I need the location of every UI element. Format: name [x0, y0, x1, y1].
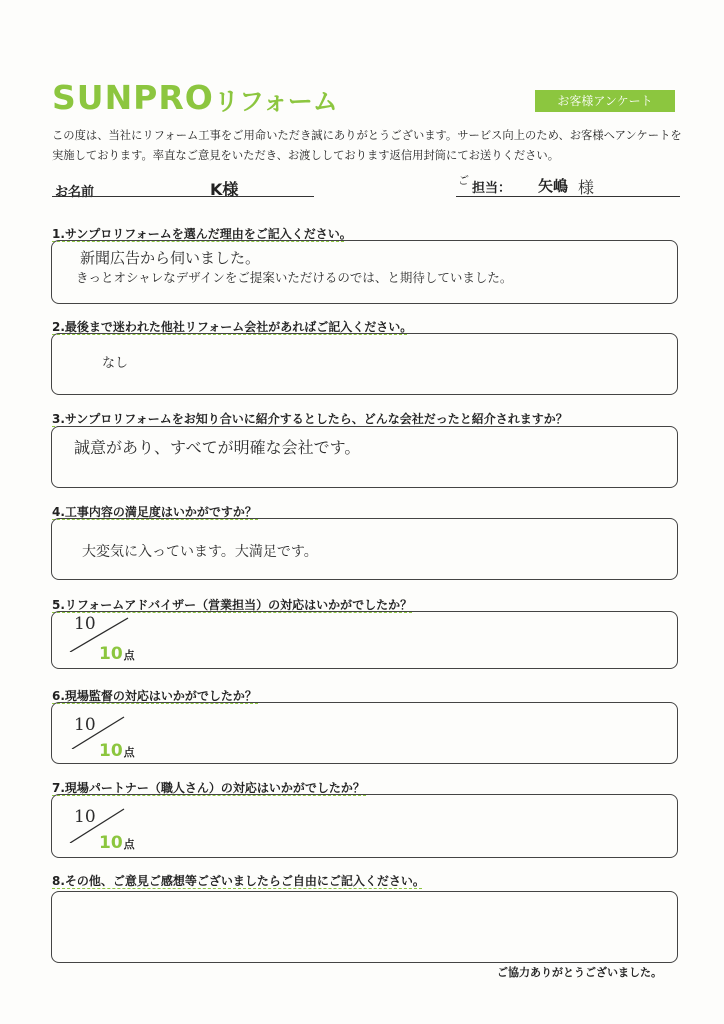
question-8-underline — [52, 888, 422, 889]
staff-label: 担当： — [472, 181, 512, 196]
question-5-unit: 点 — [123, 649, 135, 662]
brand-logo: SUNPRO — [52, 78, 214, 117]
question-4-answer-line-1: 大変気に入っています。大満足です。 — [82, 544, 318, 560]
question-6-title: 6.現場監督の対応はいかがでしたか？ — [52, 689, 257, 703]
staff-suffix: 様 — [578, 178, 595, 197]
question-4-title: 4.工事内容の満足度はいかがですか？ — [52, 505, 257, 519]
staff-honorific-mark: ご — [458, 174, 469, 187]
question-6-unit: 点 — [123, 746, 135, 759]
customer-name-value: K様 — [210, 180, 239, 199]
question-6-score — [52, 703, 182, 763]
question-5-score — [52, 612, 182, 668]
question-7-unit: 点 — [123, 838, 135, 851]
question-3-answer-box[interactable] — [51, 426, 678, 488]
question-7-max-value: 10 — [99, 833, 123, 853]
question-7-answer-box[interactable] — [51, 794, 678, 858]
question-5-answer-box[interactable] — [51, 611, 678, 669]
question-3-answer-line-1: 誠意があり、すべてが明確な会社です。 — [74, 438, 361, 457]
customer-name-label: お名前 — [55, 185, 95, 200]
question-5-max-value: 10 — [99, 644, 123, 664]
question-5-title: 5.リフォームアドバイザー（営業担当）の対応はいかがでしたか？ — [52, 598, 413, 612]
question-8-answer-box[interactable] — [51, 891, 678, 963]
question-7-score-max — [99, 833, 135, 853]
question-1-title: 1.サンプロリフォームを選んだ理由をご記入ください。 — [52, 227, 352, 241]
question-5-score-value: 10 — [74, 614, 96, 634]
question-6-answer-box[interactable] — [51, 702, 678, 764]
closing-thanks: ご協力ありがとうございました。 — [497, 966, 662, 979]
question-7-title: 7.現場パートナー（職人さん）の対応はいかがでしたか？ — [52, 781, 365, 795]
question-2-answer-line-1: なし — [102, 356, 129, 371]
question-1-answer-box[interactable] — [51, 240, 678, 304]
question-2-answer-box[interactable] — [51, 333, 678, 395]
question-6-max-value: 10 — [99, 741, 123, 761]
question-1-answer-line-1: 新聞広告から伺いました。 — [80, 249, 261, 267]
question-1-answer-line-2: きっとオシャレなデザインをご提案いただけるのでは、と期待していました。 — [76, 270, 513, 285]
staff-name-line — [456, 196, 680, 197]
staff-name-value: 矢嶋 — [538, 177, 569, 195]
survey-badge: お客様アンケート — [535, 90, 675, 112]
question-7-score-value: 10 — [74, 807, 96, 827]
question-4-answer-box[interactable] — [51, 518, 678, 580]
question-8-title: 8.その他、ご意見ご感想等ございましたらご自由にご記入ください。 — [52, 874, 425, 888]
intro-text: この度は、当社にリフォーム工事をご用命いただき誠にありがとうございます。サービス向上のため、お客様へアンケートを実施しております。率直なご意見をいただき、お渡ししております返信用封筒にてお送りください。 — [52, 129, 682, 162]
question-3-title: 3.サンプロリフォームをお知り合いに紹介するとしたら、どんな会社だったと紹介されますか？ — [52, 412, 568, 426]
brand-logo-kana: リフォーム — [214, 87, 338, 116]
customer-name-line — [52, 196, 314, 197]
question-5-score-max — [99, 644, 135, 664]
question-7-score — [52, 795, 182, 857]
question-6-score-max — [99, 741, 135, 761]
question-6-score-value: 10 — [74, 715, 96, 735]
question-2-title: 2.最後まで迷われた他社リフォーム会社があればご記入ください。 — [52, 320, 413, 334]
